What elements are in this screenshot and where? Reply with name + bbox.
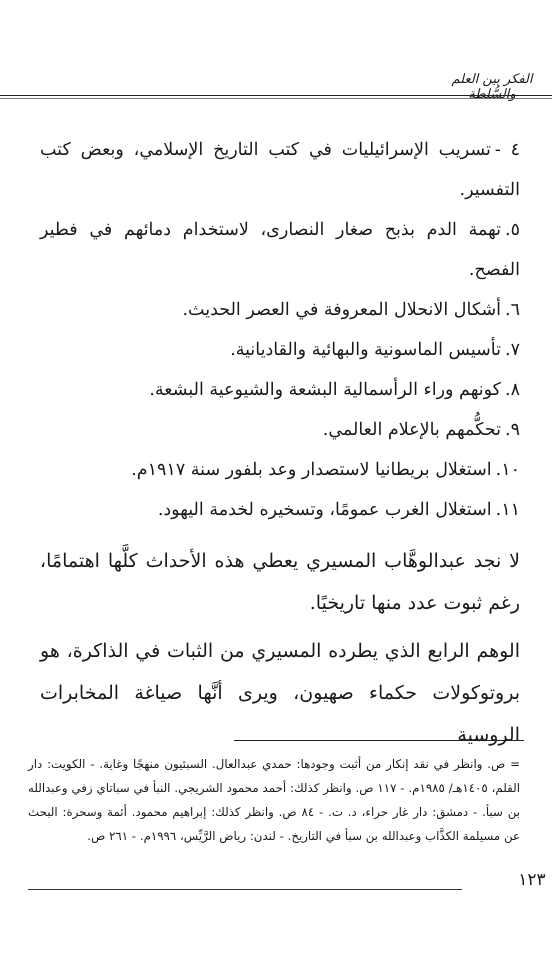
list-item xyxy=(40,210,520,290)
list-item-text: تهمة الدم بذبح صغار النصارى، لاستخدام دمائهم في فطير الفصح. xyxy=(40,220,520,280)
list-item-text: استغلال الغرب عمومًا، وتسخيره لخدمة اليهود. xyxy=(157,500,492,520)
running-header xyxy=(0,70,552,100)
footnote-rule xyxy=(234,740,524,741)
footnote: = ص. وانظر في نقد إنكار من أثبت وجودها: حمدي عبدالعال. السبئيون منهجًا وغاية. - الكويت: دار القلم، ١٤٠٥هـ/ ١٩٨٥م. - ١١٧ ص. وانظر كذلك: أحمد محمود الشريجي. النبأ في سباتاي زفي وعبدالله بن سبأ. - دمشق: دار غار حراء، د. ت. - ٨٤ ص. وانظر كذلك: إبراهيم محمود. أئمة وسحرة: البحث عن مسيلمة الكذَّاب وعبدالله بن سبأ في التاريخ. - لندن: رياض الرَّيِّس، ١٩٩٦م. - ٢٦١ ص. xyxy=(28,757,521,843)
running-title: الفكر بين العلم والسُّلطة xyxy=(451,72,533,102)
list-item-number: ٩. xyxy=(505,420,520,440)
page-footer xyxy=(0,870,552,910)
list-item-text: تأسيس الماسونية والبهائية والقاديانية. xyxy=(230,340,502,360)
list-item-text: أشكال الانحلال المعروفة في العصر الحديث. xyxy=(182,300,502,320)
list-item-number: ١١. xyxy=(495,500,520,520)
list-item-text: تحكُّمهم بالإعلام العالمي. xyxy=(322,420,502,440)
list-item xyxy=(40,130,520,210)
list-item-text: استغلال بريطانيا لاستصدار وعد بلفور سنة ١٩١٧م. xyxy=(131,460,492,480)
list-item xyxy=(40,450,520,490)
header-rule-secondary xyxy=(0,98,552,99)
list-item-number: ١٠. xyxy=(495,460,520,480)
body-paragraph: لا نجد عبدالوهَّاب المسيري يعطي هذه الأحداث كلَّها اهتمامًا، رغم ثبوت عدد منها تاريخيًا. xyxy=(40,550,520,614)
list-item-number: ٦. xyxy=(505,300,520,320)
list-item xyxy=(40,490,520,530)
numbered-list xyxy=(40,130,520,530)
list-item-number: ٤ - xyxy=(494,140,520,160)
footer-rule xyxy=(28,889,462,890)
list-item-text: تسريب الإسرائيليات في كتب التاريخ الإسلامي، وبعض كتب التفسير. xyxy=(40,140,520,200)
list-item-number: ٧. xyxy=(505,340,520,360)
list-item xyxy=(40,370,520,410)
list-item-number: ٥. xyxy=(505,220,520,240)
list-item-text: كونهم وراء الرأسمالية البشعة والشيوعية البشعة. xyxy=(149,380,502,400)
page-number: ١٢٣ xyxy=(518,870,546,890)
header-rule xyxy=(0,95,552,96)
list-item-number: ٨. xyxy=(505,380,520,400)
list-item xyxy=(40,330,520,370)
list-item xyxy=(40,410,520,450)
list-item xyxy=(40,290,520,330)
body-paragraph: الوهم الرابع الذي يطرده المسيري من الثبات في الذاكرة، هو بروتوكولات حكماء صهيون، ويرى أنَّها صياغة المخابرات الروسية xyxy=(40,640,520,746)
